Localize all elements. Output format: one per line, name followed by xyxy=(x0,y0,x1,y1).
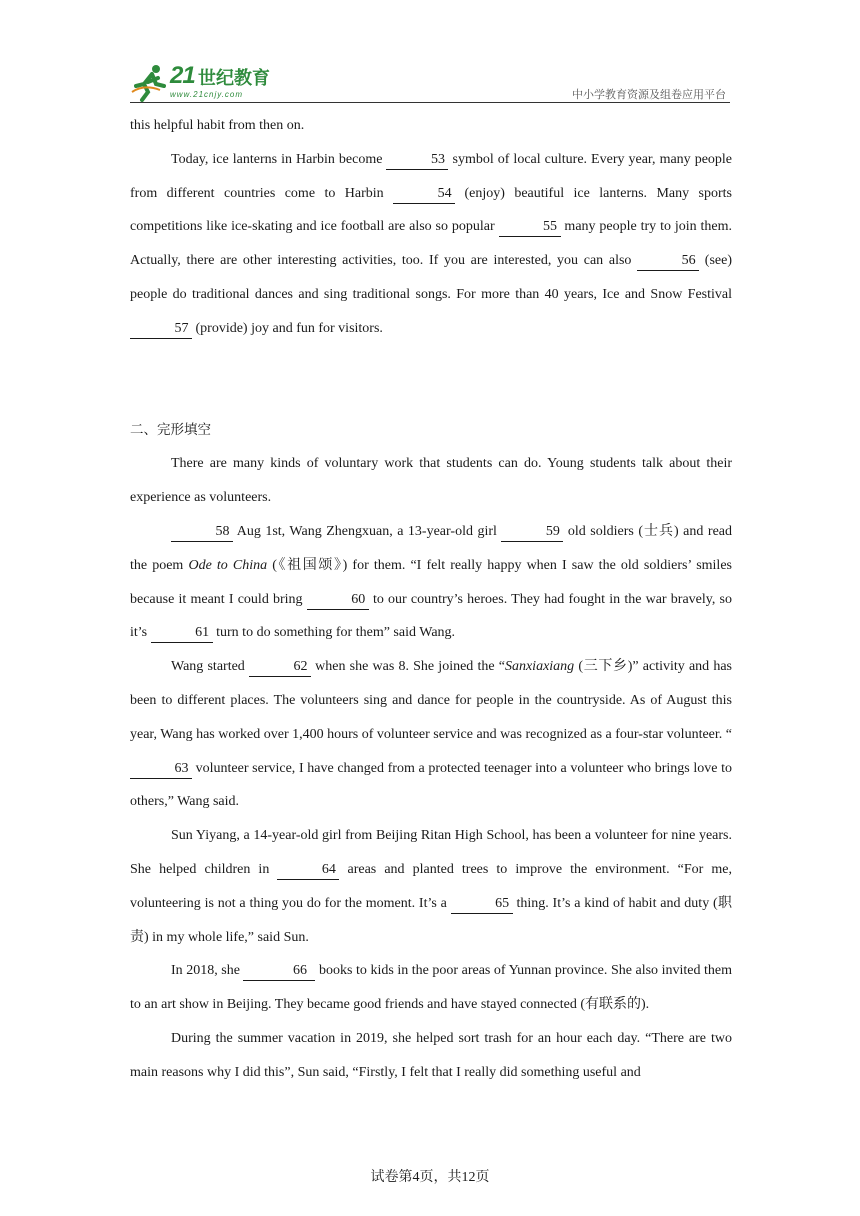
blank-57[interactable]: 57 xyxy=(130,320,192,339)
blank-58[interactable]: 58 xyxy=(171,523,233,542)
paragraph-sun-1: Sun Yiyang, a 14-year-old girl from Beijing Ritan High School, has been a volunteer for nine years. She helped children in 64 areas and planted trees to improve the environment. “For me, volunteering is not a thing you do for the moment. It’s a 65 thing. It’s a kind of habit and duty (职责) in my whole life,” said Sun. xyxy=(130,828,732,945)
paragraph-sun-2: In 2018, she 66 books to kids in the poor areas of Yunnan province. She also invited them to an art show in Beijing. They became good friends and have stayed connected (有联系的). xyxy=(130,963,733,1013)
blank-55[interactable]: 55 xyxy=(499,218,561,237)
blank-65[interactable]: 65 xyxy=(451,895,513,914)
page-footer: 试卷第4页，共12页 xyxy=(370,1170,490,1185)
document-body xyxy=(130,109,732,1090)
logo-text: 世纪教育 xyxy=(198,68,270,89)
logo-number: 21 xyxy=(170,62,195,89)
blank-63[interactable]: 63 xyxy=(130,760,192,779)
paragraph-wang-2: Wang started 62 when she was 8. She joined the “Sanxiaxiang (三下乡)” activity and has been to different places. The volunteers sing and dance for people in the countryside. As of August this year, Wang has worked over 1,400 hours of volunteer service and was recognized as a four-star volunteer. “63 volunteer service, I have changed from a protected teenager into a volunteer who brings love to others,” Wang said. xyxy=(130,659,732,810)
blank-54[interactable]: 54 xyxy=(393,185,455,204)
paragraph-wang-1: 58 Aug 1st, Wang Zhengxuan, a 13-year-old girl 59 old soldiers (士兵) and read the poem Ode to China (《祖国颂》) for them. “I felt really happy when I saw the old soldiers’ smiles because it meant I could bring 60 to our country’s heroes. They had fought in the war bravely, so it’s 61 turn to do something for them” said Wang. xyxy=(130,515,732,650)
paragraph-ice-lanterns: Today, ice lanterns in Harbin become 53 symbol of local culture. Every year, many people from different countries come to Harbin 54 (enjoy) beautiful ice lanterns. Many sports competitions like ice-skating and ice football are also so popular 55 many people try to join them. Actually, there are other interesting activities, too. If you are interested, you can also 56 (see) people do traditional dances and sing traditional songs. For more than 40 years, Ice and Snow Festival 57 (provide) joy and fun for visitors. xyxy=(130,143,732,346)
poem-title: Ode to China xyxy=(188,557,268,573)
section-title: 二、完形填空 xyxy=(130,421,211,438)
blank-56[interactable]: 56 xyxy=(637,252,699,271)
logo xyxy=(130,60,290,102)
blank-53[interactable]: 53 xyxy=(386,151,448,170)
logo-url: www.21cnjy.com xyxy=(170,90,243,99)
header-divider xyxy=(130,102,730,103)
blank-60[interactable]: 60 xyxy=(307,591,369,610)
section-intro: There are many kinds of voluntary work that students can do. Young students talk about their experience as volunteers. xyxy=(130,456,732,506)
continuation-line: this helpful habit from then on. xyxy=(130,118,305,133)
runner-icon xyxy=(130,62,170,102)
header-platform-text: 中小学教育资源及组卷应用平台 xyxy=(572,88,726,101)
blank-66[interactable]: 66 xyxy=(243,962,315,981)
page-header xyxy=(130,60,730,104)
blank-62[interactable]: 62 xyxy=(249,658,311,677)
paragraph-sun-3: During the summer vacation in 2019, she helped sort trash for an hour each day. “There are two main reasons why I did this”, Sun said, “Firstly, I felt that I really did something useful and xyxy=(130,1030,732,1080)
blank-59[interactable]: 59 xyxy=(501,523,563,542)
blank-64[interactable]: 64 xyxy=(277,861,339,880)
blank-61[interactable]: 61 xyxy=(151,624,213,643)
activity-name: Sanxiaxiang xyxy=(504,659,575,675)
